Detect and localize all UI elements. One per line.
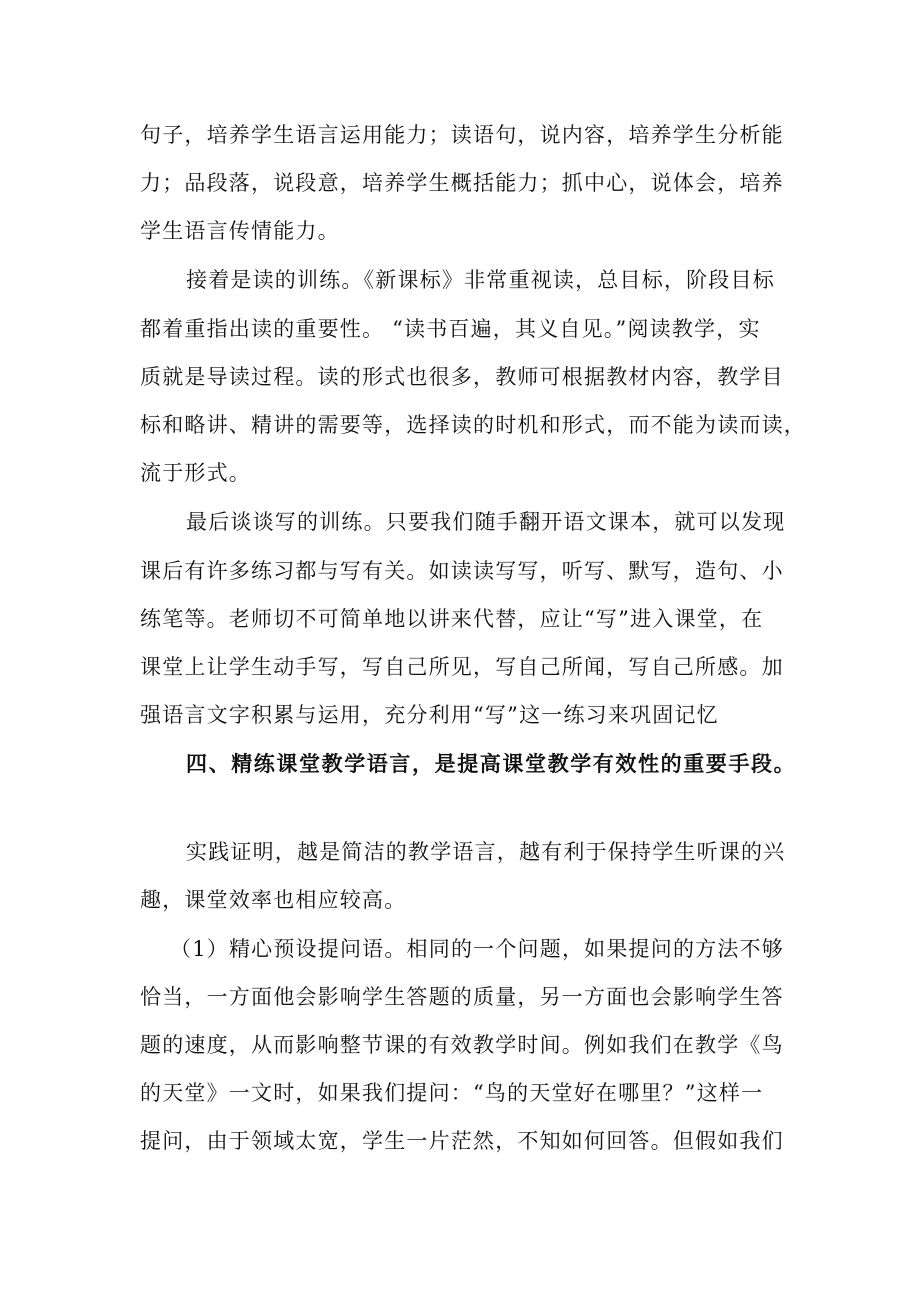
paragraph-1-line-2: 力；品段落，说段意，培养学生概括能力；抓中心，说体会，培养 — [140, 171, 784, 195]
paragraph-1-line-1: 句子，培养学生语言运用能力；读语句，说内容，培养学生分析能 — [140, 123, 784, 147]
paragraph-3-line-1: 最后谈谈写的训练。只要我们随手翻开语文课本，就可以发现 — [186, 510, 786, 534]
paragraph-4-line-2: 趣，课堂效率也相应较高。 — [140, 888, 407, 912]
section-heading-4: 四、精练课堂教学语言，是提高课堂教学有效性的重要手段。 — [186, 751, 797, 776]
paragraph-1-line-3: 学生语言传情能力。 — [140, 219, 340, 243]
paragraph-3-line-5: 强语言文字积累与运用，充分利用“写”这一练习来巩固记忆 — [140, 703, 719, 727]
paragraph-5-line-1: （1）精心预设提问语。相同的一个问题，如果提问的方法不够 — [170, 937, 784, 961]
paragraph-5-line-5: 提问，由于领域太宽，学生一片茫然，不知如何回答。但假如我们 — [140, 1129, 784, 1153]
paragraph-2-line-2: 都着重指出读的重要性。 “读书百遍，其义自见。”阅读教学，实 — [140, 317, 761, 341]
paragraph-5-line-3: 题的速度，从而影响整节课的有效教学时间。例如我们在教学《鸟 — [140, 1033, 784, 1057]
paragraph-5-line-2: 恰当，一方面他会影响学生答题的质量，另一方面也会影响学生答 — [140, 985, 784, 1009]
paragraph-3-line-4: 课堂上让学生动手写，写自己所见，写自己所闻，写自己所感。加 — [140, 655, 784, 679]
paragraph-2-line-3: 质就是导读过程。读的形式也很多，教师可根据教材内容，教学目 — [140, 365, 784, 389]
paragraph-4-line-1: 实践证明，越是简洁的教学语言，越有利于保持学生听课的兴 — [186, 840, 786, 864]
paragraph-2-line-4: 标和略讲、精讲的需要等，选择读的时机和形式，而不能为读而读， — [140, 413, 806, 437]
paragraph-2-line-1: 接着是读的训练。《新课标》非常重视读，总目标，阶段目标 — [186, 268, 775, 292]
paragraph-5-line-4: 的天堂》一文时，如果我们提问：“鸟的天堂好在哪里？”这样一 — [140, 1081, 764, 1105]
paragraph-3-line-2: 课后有许多练习都与写有关。如读读写写，听写、默写，造句、小 — [140, 559, 784, 583]
paragraph-3-line-3: 练笔等。老师切不可简单地以讲来代替，应让“写”进入课堂，在 — [140, 607, 764, 631]
paragraph-2-line-5: 流于形式。 — [140, 461, 251, 485]
